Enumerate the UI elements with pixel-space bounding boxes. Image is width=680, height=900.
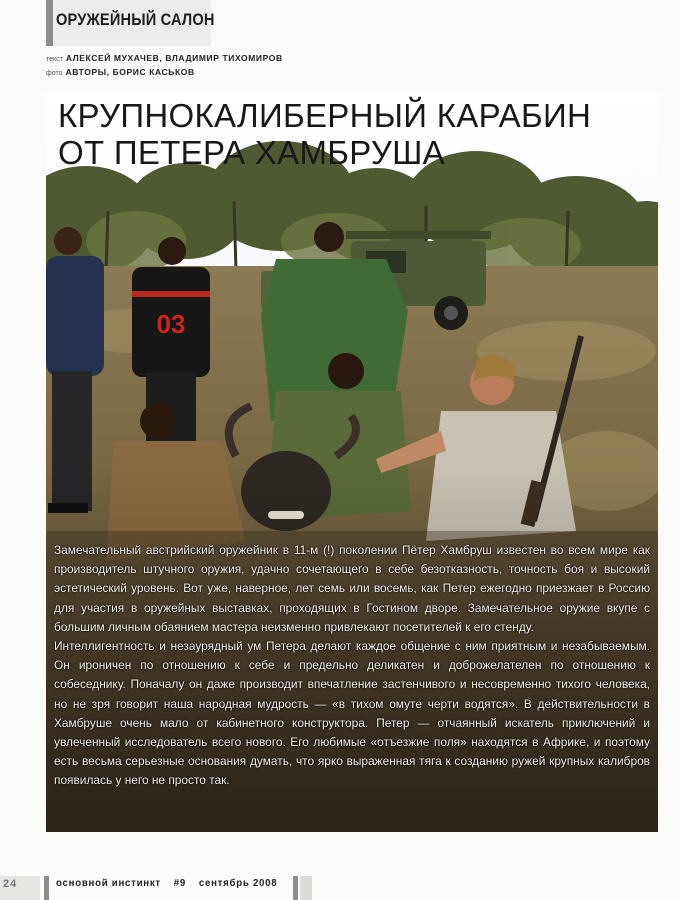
footer-bar-end bbox=[300, 876, 312, 900]
credits bbox=[46, 52, 283, 80]
section-title: ОРУЖЕЙНЫЙ САЛОН bbox=[56, 10, 215, 29]
article-body bbox=[54, 541, 650, 791]
issue-number: #9 bbox=[173, 877, 187, 889]
section-marker-bar bbox=[46, 0, 53, 46]
article-title-line-2: ОТ ПЕТЕРА ХАМБРУША bbox=[58, 134, 445, 171]
magazine-name: основной инстинкт bbox=[56, 877, 161, 889]
article-paragraph-2: Интеллигентность и незаурядный ум Петера делают каждое общение с ним приятным и незабываемым. Он ироничен по отношению к себе и предельно деликатен и доброжелателен по отношению к собеседнику. Поначалу он даже производит впечатление застенчивого и несовременно тихого человека, но не зря говорит наша народная мудрость — «в тихом омуте черти водятся». В действительности в Хамбруше очень мало от кабинетного конструктора. Петер — отчаянный искатель приключений и увлеченный исследователь всего нового. Его любимые «отъезжие поля» находятся в Африке, и поэтому есть весьма серьезные основания думать, что ярко выраженная тяга к созданию ружей крупных калибров появилась у него не просто так. bbox=[54, 639, 650, 788]
footer-divider-left bbox=[44, 876, 49, 900]
photo-credit bbox=[46, 66, 283, 80]
article-paragraph-1: Замечательный австрийский оружейник в 11-м (!) поколении Пётер Хамбруш известен во всем мире как производитель штучного оружия, удачно сочетающего в себе безотказность, точность боя и высокий эстетический уровень. Вот уже, наверное, лет семь или восемь, как Петер ежегодно приезжает в Россию для участия в оружейных выставках, проходящих в Гостином дворе. Замечательное оружие вкупе с большим личным обаянием мастера неизменно привлекают посетителей к его стенду. bbox=[54, 543, 650, 634]
text-credit-label: текст bbox=[46, 56, 63, 63]
hunting-photo bbox=[46, 91, 658, 832]
magazine-footer bbox=[56, 877, 290, 889]
page-number: 24 bbox=[3, 878, 18, 890]
photo-credit-authors: АВТОРЫ, БОРИС КАСЬКОВ bbox=[65, 67, 195, 77]
text-credit-authors: АЛЕКСЕЙ МУХАЧЕВ, ВЛАДИМИР ТИХОМИРОВ bbox=[65, 53, 283, 63]
photo-credit-label: фото bbox=[46, 70, 63, 77]
issue-date: сентябрь 2008 bbox=[198, 877, 278, 889]
article-title bbox=[58, 97, 591, 171]
text-credit bbox=[46, 52, 283, 66]
footer-divider-right bbox=[293, 876, 298, 900]
article-title-line-1: КРУПНОКАЛИБЕРНЫЙ КАРАБИН bbox=[58, 97, 592, 134]
